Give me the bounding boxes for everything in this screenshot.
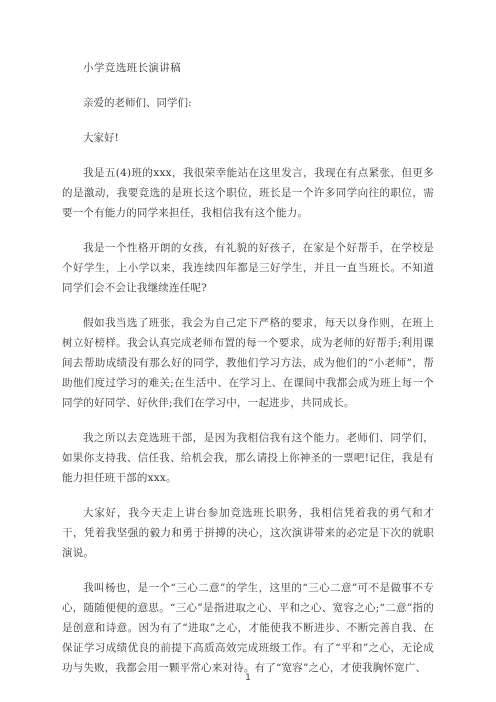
greeting-line: 亲爱的老师们、同学们: <box>83 97 192 109</box>
paragraph-5: 大家好，我今天走上讲台参加竞选班长职务，我相信凭着我的勇气和才干，凭着我坚强的毅力和勇于拼搏的决心，这次演讲带来的必定是下次的就职演说。 <box>62 507 434 559</box>
page-number: 1 <box>245 673 251 683</box>
document-body <box>62 58 434 678</box>
paragraph-6: 我叫杨也，是一个“三心二意”的学生，这里的“三心二意”可不是做事不专心，随随便便的意思。“三心”是指进取之心、平和之心、宽容之心;“二意”指的是创意和诗意。因为有了“进取”之心，才能使我不断进步、不断完善自我、在保证学习成绩优良的前提下高质高效完成班级工作。有了“平和”之心，无论成功与失败，我都会用一颗平常心来对待。有了“宽容”之心，才使我胸怀宽广、 <box>62 582 434 674</box>
paragraph-1: 我是五(4)班的xxx，我很荣幸能站在这里发言，我现在有点紧张，但更多的是激动，我要竞选的是班长这个职位，班长是一个许多同学向往的职位，需要一个有能力的同学来担任，我相信我有这个能力。 <box>62 167 434 219</box>
paragraph-2: 我是一个性格开朗的女孩，有礼貌的好孩子，在家是个好帮手，在学校是个好学生，上小学以来，我连续四年都是三好学生，并且一直当班长。不知道同学们会不会让我继续连任呢? <box>62 242 434 294</box>
paragraph-3: 假如我当选了班张，我会为自己定下严格的要求，每天以身作则，在班上树立好榜样。我会认真完成老师布置的每一个要求，成为老师的好帮手;利用课间去帮助成绩没有那么好的同学，教他们学习方法，成为他们的“小老师”，帮助他们度过学习的难关;在生活中、在学习上、在课间中我都会成为班上每一个同学的好同学、好伙伴;我们在学习中，一起进步，共同成长。 <box>62 317 434 409</box>
paragraph-4: 我之所以去竞选班干部，是因为我相信我有这个能力。老师们、同学们，如果你支持我、信任我、给机会我，那么请投上你神圣的一票吧!记住，我是有能力担任班干部的xxx。 <box>62 432 434 484</box>
document-title: 小学竞选班长演讲稿 <box>83 62 182 74</box>
hello-line: 大家好! <box>83 132 119 144</box>
